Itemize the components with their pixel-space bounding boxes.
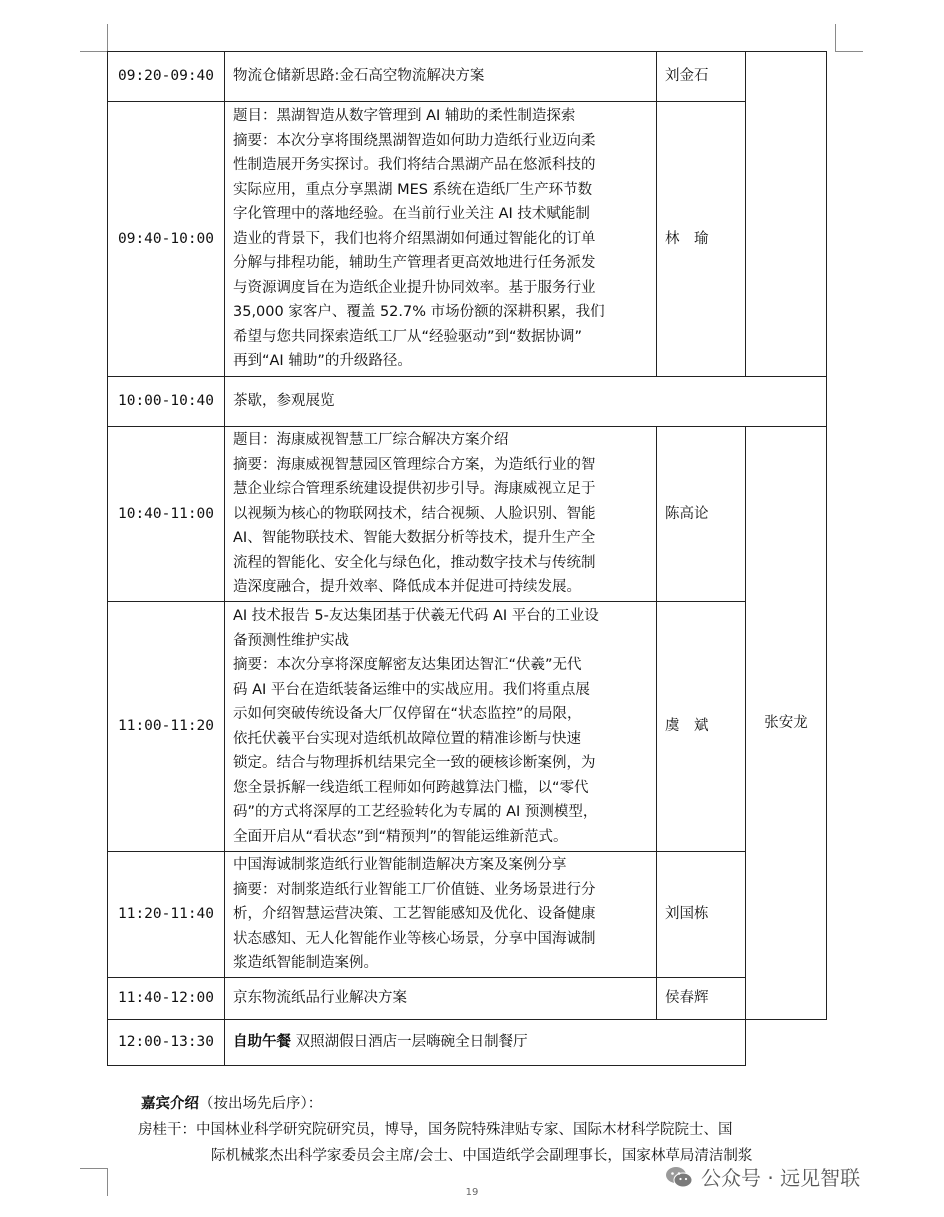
session-line: 摘要：对制浆造纸行业智能工厂价值链、业务场景进行分	[233, 881, 596, 898]
time-cell: 11:00-11:20	[108, 602, 225, 852]
session-line: 字化管理中的落地经验。在当前行业关注 AI 技术赋能制	[233, 206, 590, 223]
time-cell: 11:40-12:00	[108, 978, 225, 1020]
session-line: 性制造展开务实探讨。我们将结合黑湖产品在悠派科技的	[233, 157, 596, 174]
session-line: 造深度融合，提升效率、降低成本并促进可持续发展。	[233, 579, 581, 596]
host-cell-empty	[746, 52, 827, 377]
session-line: 与资源调度旨在为造纸企业提升协同效率。基于服务行业	[233, 279, 596, 296]
session-cell	[225, 52, 657, 102]
session-line: 实际应用，重点分享黑湖 MES 系统在造纸厂生产环节数	[233, 181, 593, 198]
empty-cell	[746, 1020, 827, 1066]
lunch-location: 双照湖假日酒店一层嗨碗全日制餐厅	[291, 1034, 528, 1051]
session-line: 慧企业综合管理系统建设提供初步引导。海康威视立足于	[233, 481, 596, 498]
session-line: 依托伏羲平台实现对造纸机故障位置的精准诊断与快速	[233, 730, 581, 747]
session-line: 题目：海康威视智慧工厂综合解决方案介绍	[233, 432, 509, 449]
session-line: 摘要：本次分享将围绕黑湖智造如何助力造纸行业迈向柔	[233, 132, 596, 149]
crop-mark	[80, 1168, 108, 1169]
page-number: 19	[465, 1187, 479, 1198]
time-cell: 11:20-11:40	[108, 852, 225, 978]
session-line: 摘要：海康威视智慧园区管理综合方案，为造纸行业的智	[233, 456, 596, 473]
table-row	[108, 852, 827, 978]
session-cell	[225, 602, 657, 852]
table-row	[108, 602, 827, 852]
session-line: 分解与排程功能，辅助生产管理者更高效地进行任务派发	[233, 255, 596, 272]
speaker-cell: 刘国栋	[657, 852, 746, 978]
session-cell	[225, 852, 657, 978]
session-line: 浆造纸智能制造案例。	[233, 955, 378, 972]
session-line: 35,000 家客户、覆盖 52.7% 市场份额的深耕积累，我们	[233, 304, 605, 321]
session-line: 状态感知、无人化智能作业等核心场景，分享中国海诚制	[233, 930, 596, 947]
crop-mark	[835, 24, 836, 52]
session-line: 茶歇，参观展览	[233, 393, 335, 410]
time-cell: 10:40-11:00	[108, 427, 225, 602]
speaker-cell: 林 瑜	[657, 102, 746, 377]
lunch-cell	[225, 1020, 746, 1066]
session-line: 希望与您共同探索造纸工厂从“经验驱动”到“数据协调”	[233, 328, 583, 345]
guest-line: 房桂干：中国林业科学研究院研究员，博导，国务院特殊津贴专家、国际木材科学院院士、国	[138, 1122, 733, 1138]
table-row	[108, 377, 827, 427]
time-cell: 09:40-10:00	[108, 102, 225, 377]
guest-intro	[138, 1091, 841, 1169]
session-line: 中国海诚制浆造纸行业智能制造解决方案及案例分享	[233, 857, 567, 874]
session-cell	[225, 978, 657, 1020]
guest-line: 际机械浆杰出科学家委员会主席/会士、中国造纸学会副理事长，国家林草局清洁制浆	[211, 1148, 753, 1164]
session-line: AI 技术报告 5-友达集团基于伏羲无代码 AI 平台的工业设	[233, 608, 599, 624]
session-line: 您全景拆解一线造纸工程师如何跨越算法门槛，以“零代	[233, 779, 589, 796]
guest-intro-heading	[141, 1091, 841, 1117]
session-line: 摘要：本次分享将深度解密友达集团达智汇“伏羲”无代	[233, 657, 582, 673]
session-line: 造业的背景下，我们也将介绍黑湖如何通过智能化的订单	[233, 230, 596, 247]
session-line: 流程的智能化、安全化与绿色化，推动数字技术与传统制	[233, 554, 596, 571]
table-row	[108, 978, 827, 1020]
session-line: 京东物流纸品行业解决方案	[233, 990, 407, 1007]
guest-heading-note: （按出场先后序）：	[199, 1096, 323, 1112]
session-line: 全面开启从“看状态”到“精预判”的智能运维新范式。	[233, 828, 568, 845]
session-line: 码 AI 平台在造纸装备运维中的实战应用。我们将重点展	[233, 681, 590, 698]
session-line: 物流仓储新思路:金石高空物流解决方案	[233, 68, 485, 85]
table-row	[108, 1020, 827, 1066]
crop-mark	[80, 51, 108, 52]
crop-mark	[107, 24, 108, 52]
break-cell	[225, 377, 827, 427]
time-cell: 10:00-10:40	[108, 377, 225, 427]
watermark-text: 公众号 · 远见智联	[701, 1166, 861, 1190]
session-line: 析，介绍智慧运营决策、工艺智能感知及优化、设备健康	[233, 906, 596, 923]
table-row	[108, 427, 827, 602]
time-cell: 12:00-13:30	[108, 1020, 225, 1066]
time-cell: 09:20-09:40	[108, 52, 225, 102]
session-line: AI、智能物联技术、智能大数据分析等技术，提升生产全	[233, 530, 596, 547]
speaker-cell: 侯春辉	[657, 978, 746, 1020]
lunch-label: 自助午餐	[233, 1034, 291, 1051]
session-line: 再到“AI 辅助”的升级路径。	[233, 353, 412, 370]
speaker-cell: 陈高论	[657, 427, 746, 602]
session-line: 示如何突破传统设备大厂仅停留在“状态监控”的局限，	[233, 706, 582, 722]
schedule-table	[107, 51, 827, 1066]
session-line: 以视频为核心的物联网技术，结合视频、人脸识别、智能	[233, 505, 596, 522]
table-row	[108, 52, 827, 102]
host-cell: 张安龙	[746, 427, 827, 1020]
speaker-cell: 虞 斌	[657, 602, 746, 852]
session-line: 备预测性维护实战	[233, 632, 349, 649]
session-cell	[225, 102, 657, 377]
session-line: 码”的方式将深厚的工艺经验转化为专属的 AI 预测模型，	[233, 804, 598, 820]
session-cell	[225, 427, 657, 602]
wechat-icon	[665, 1166, 693, 1188]
session-line: 锁定。结合与物理拆机结果完全一致的硬核诊断案例，为	[233, 755, 596, 771]
crop-mark	[835, 51, 863, 52]
table-row	[108, 102, 827, 377]
speaker-cell: 刘金石	[657, 52, 746, 102]
session-line: 题目：黑湖智造从数字管理到 AI 辅助的柔性制造探索	[233, 108, 576, 125]
guest-heading: 嘉宾介绍	[141, 1096, 199, 1112]
